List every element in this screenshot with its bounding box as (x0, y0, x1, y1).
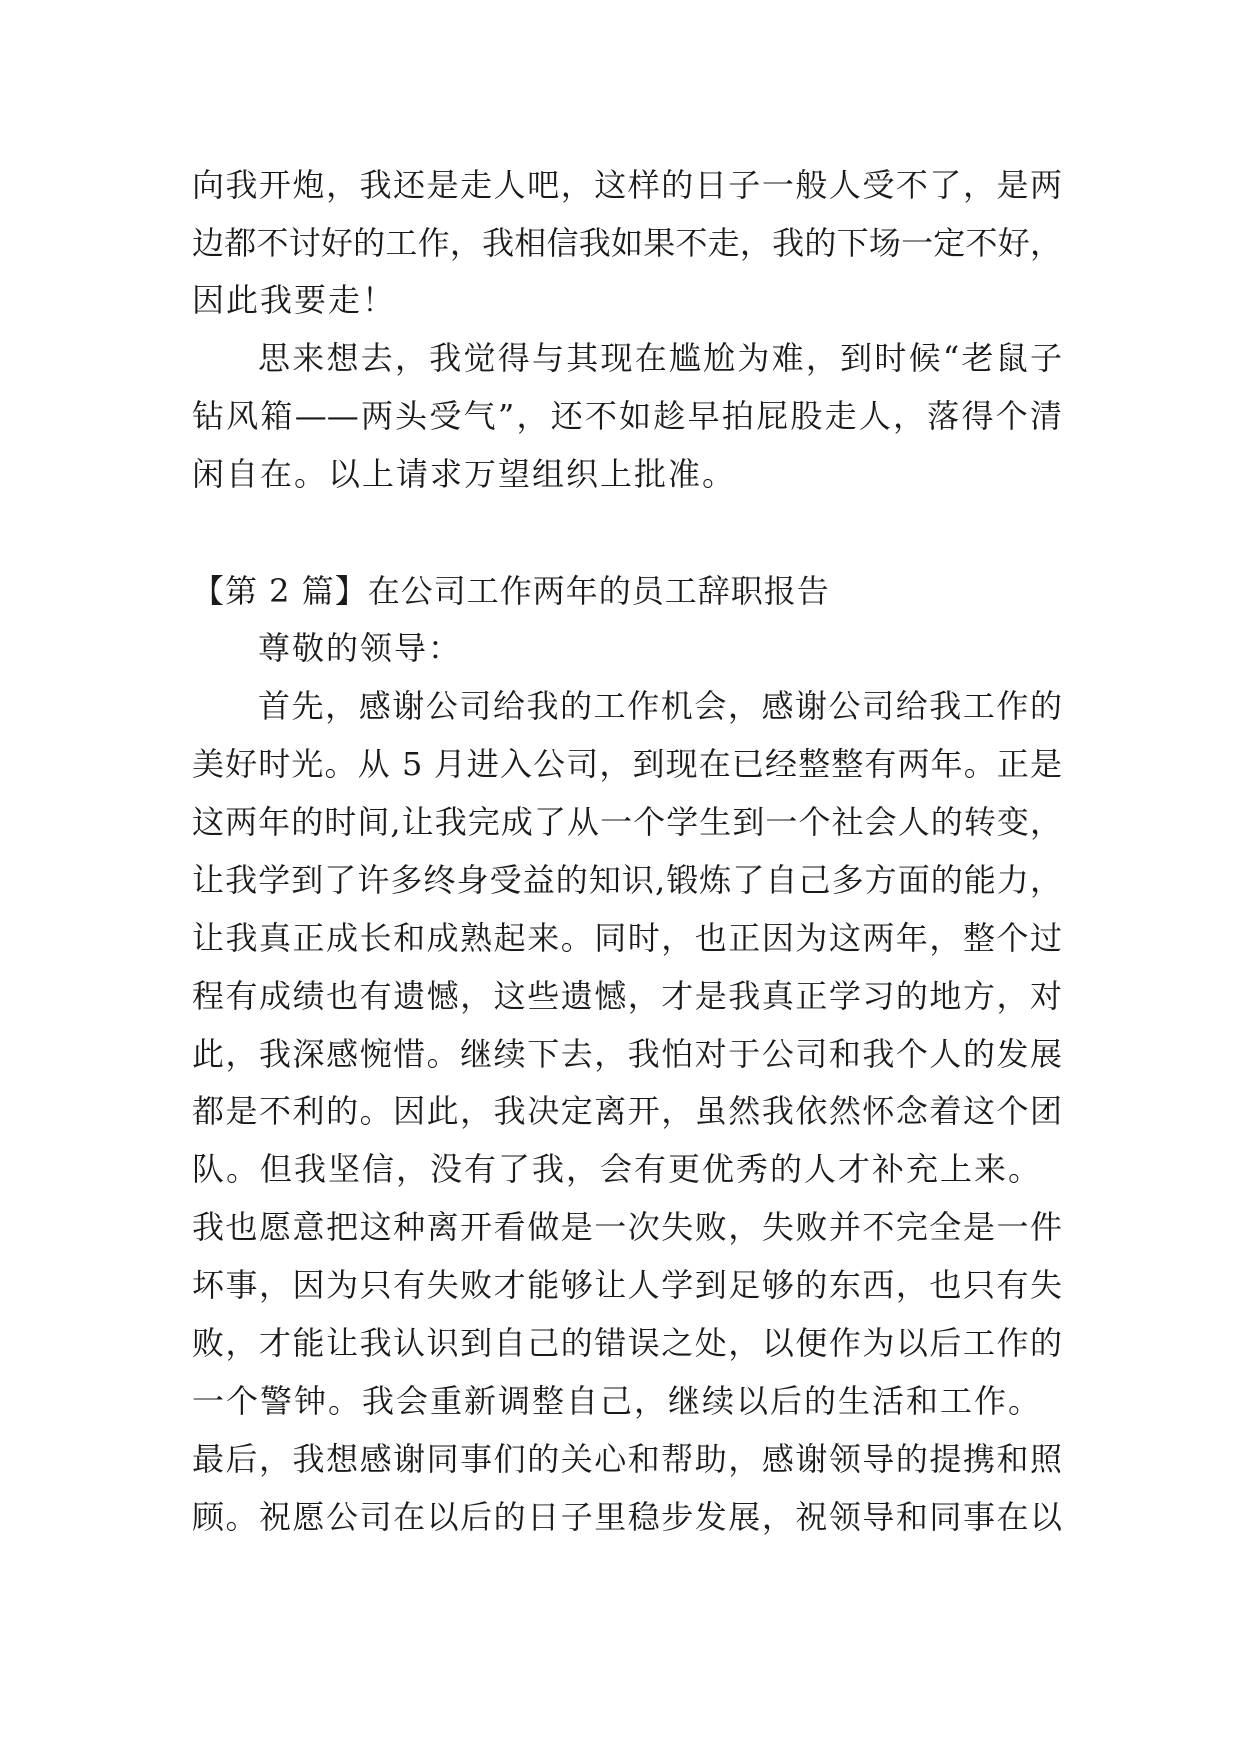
body-line-13: 此，我深感惋惜。继续下去，我怕对于公司和我个人的发展 (192, 1035, 1062, 1073)
body-line-10: 让我学到了许多终身受益的知识,锻炼了自己多方面的能力， (192, 861, 1062, 899)
body-line-2: 边都不讨好的工作，我相信我如果不走，我的下场一定不好， (192, 224, 1062, 262)
body-line-7: 首先，感谢公司给我的工作机会，感谢公司给我工作的 (258, 687, 1062, 725)
body-line-16: 我也愿意把这种离开看做是一次失败，失败并不完全是一件 (192, 1208, 1062, 1246)
section-heading: 【第 2 篇】在公司工作两年的员工辞职报告 (192, 572, 830, 610)
body-line-15: 队。但我坚信，没有了我，会有更优秀的人才补充上来。 (192, 1150, 1043, 1188)
body-line-19: 一个警钟。我会重新调整自己，继续以后的生活和工作。 (192, 1382, 1043, 1420)
body-line-12: 程有成绩也有遗憾，这些遗憾，才是我真正学习的地方，对 (192, 977, 1062, 1015)
body-line-8: 美好时光。从 5 月进入公司，到现在已经整整有两年。正是 (192, 745, 1062, 783)
body-line-20: 最后，我想感谢同事们的关心和帮助，感谢领导的提携和照 (192, 1440, 1062, 1478)
body-line-11: 让我真正成长和成熟起来。同时，也正因为这两年，整个过 (192, 919, 1062, 957)
salutation: 尊敬的领导： (258, 629, 463, 667)
body-line-21: 顾。祝愿公司在以后的日子里稳步发展，祝领导和同事在以 (192, 1498, 1062, 1536)
body-line-3: 因此我要走！ (192, 281, 397, 319)
body-line-4: 思来想去，我觉得与其现在尴尬为难，到时候“老鼠子 (258, 339, 1062, 377)
body-line-9: 这两年的时间,让我完成了从一个学生到一个社会人的转变， (192, 803, 1062, 841)
body-line-18: 败，才能让我认识到自己的错误之处，以便作为以后工作的 (192, 1324, 1062, 1362)
body-line-1: 向我开炮，我还是走人吧，这样的日子一般人受不了，是两 (192, 166, 1062, 204)
body-line-17: 坏事，因为只有失败才能够让人学到足够的东西，也只有失 (192, 1266, 1062, 1304)
body-line-14: 都是不利的。因此，我决定离开，虽然我依然怀念着这个团 (192, 1092, 1062, 1130)
body-line-6: 闲自在。以上请求万望组织上批准。 (192, 455, 737, 493)
body-line-5: 钻风箱——两头受气”，还不如趁早拍屁股走人，落得个清 (192, 397, 1062, 435)
